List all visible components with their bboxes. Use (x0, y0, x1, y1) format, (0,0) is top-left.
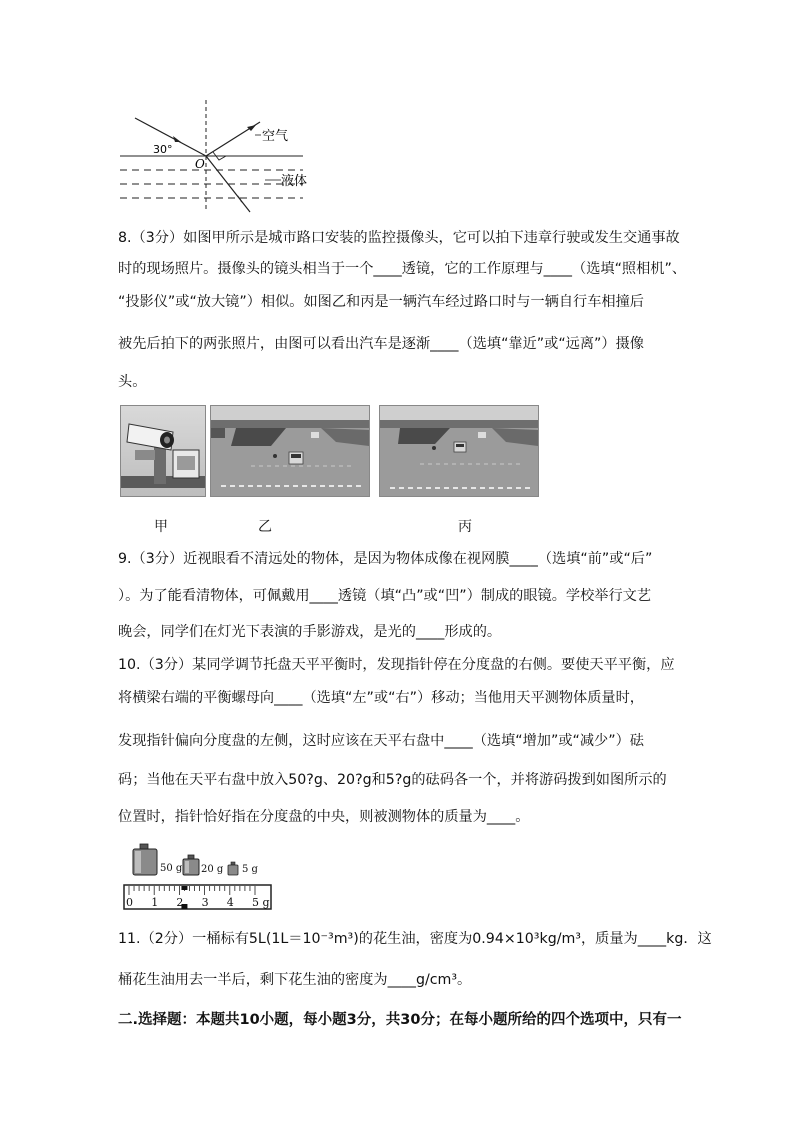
ruler-rider-top (181, 886, 187, 890)
weight-5g-label: 5 g (242, 864, 258, 875)
weight-50g-label: 50 g (160, 863, 183, 874)
angle-label: 30° (153, 143, 173, 156)
air-label: 空气 (262, 129, 289, 144)
liquid-label: 液体 (281, 174, 308, 189)
point-o-label: O (195, 157, 205, 171)
q9-line-1: 9.（3分）近视眼看不清远处的物体，是因为物体成像在视网膜____（选填“前”或“后” (118, 551, 653, 567)
weights-figure (120, 840, 280, 915)
q11-line-1: 11.（2分）一桶标有5L(1L＝10⁻³m³)的花生油，密度为0.94×10³kg/m³，质量为____kg．这 (118, 931, 712, 947)
q10-line-3: 发现指针偏向分度盘的左侧，这时应该在天平右盘中____（选填“增加”或“减少”）砝 (118, 733, 644, 749)
reflected-arrow (247, 125, 256, 131)
q9-line-2: ）。为了能看清物体，可佩戴用____透镜（填“凸”或“凹”）制成的眼镜。学校举行文艺 (118, 588, 652, 604)
ruler-label: 1 (151, 896, 159, 909)
road-scene-yi (211, 406, 369, 496)
ruler-label: 0 (126, 896, 133, 909)
q8-line-2: 时的现场照片。摄像头的镜头相当于一个____透镜，它的工作原理与____（选填“照相机”、 (118, 261, 687, 277)
road-scene-bing (380, 406, 538, 496)
rider-ruler (123, 884, 273, 910)
refraction-diagram (115, 100, 315, 215)
ruler-label: 3 (201, 896, 209, 909)
caption-bing: 丙 (458, 519, 472, 535)
q10-line-4: 码；当他在天平右盘中放入50?g、20?g和5?g的砝码各一个，并将游码拨到如图所示的 (118, 772, 667, 788)
q8-line-3: “投影仪”或“放大镜”）相似。如图乙和丙是一辆汽车经过路口时与一辆自行车相撞后 (118, 294, 644, 310)
section-2-heading: 二.选择题：本题共10小题，每小题3分，共30分；在每小题所给的四个选项中，只有一 (118, 1012, 682, 1028)
caption-jia: 甲 (154, 519, 168, 535)
q8-line-4: 被先后拍下的两张照片，由图可以看出汽车是逐渐____（选填“靠近”或“远离”）摄像 (118, 336, 644, 352)
weights-icon (120, 840, 280, 885)
road-photo-bing (379, 405, 539, 497)
caption-yi: 乙 (258, 519, 272, 535)
ruler-label: 4 (226, 896, 234, 909)
camera-icon (121, 406, 205, 496)
incident-arrow (173, 136, 181, 142)
q8-line-1: 8.（3分）如图甲所示是城市路口安装的监控摄像头，它可以拍下违章行驶或发生交通事故 (118, 230, 680, 246)
q10-line-5: 位置时，指针恰好指在分度盘的中央，则被测物体的质量为____。 (118, 809, 530, 825)
q10-line-2: 将横梁右端的平衡螺母向____（选填“左”或“右”）移动；当他用天平测物体质量时， (118, 690, 644, 706)
q9-line-3: 晚会，同学们在灯光下表演的手影游戏，是光的____形成的。 (118, 624, 502, 640)
q10-line-1: 10.（3分）某同学调节托盘天平平衡时，发现指针停在分度盘的右侧。要使天平平衡，应 (118, 657, 675, 673)
road-photo-yi (210, 405, 370, 497)
camera-photo (120, 405, 206, 497)
ruler-label: 2 (176, 896, 184, 909)
ruler-label: 5 g (252, 896, 270, 909)
q8-line-5: 头。 (118, 374, 147, 390)
weight-20g-label: 20 g (201, 864, 224, 875)
refracted-arrow (238, 195, 243, 203)
q11-line-2: 桶花生油用去一半后，剩下花生油的密度为____g/cm³。 (118, 972, 472, 988)
